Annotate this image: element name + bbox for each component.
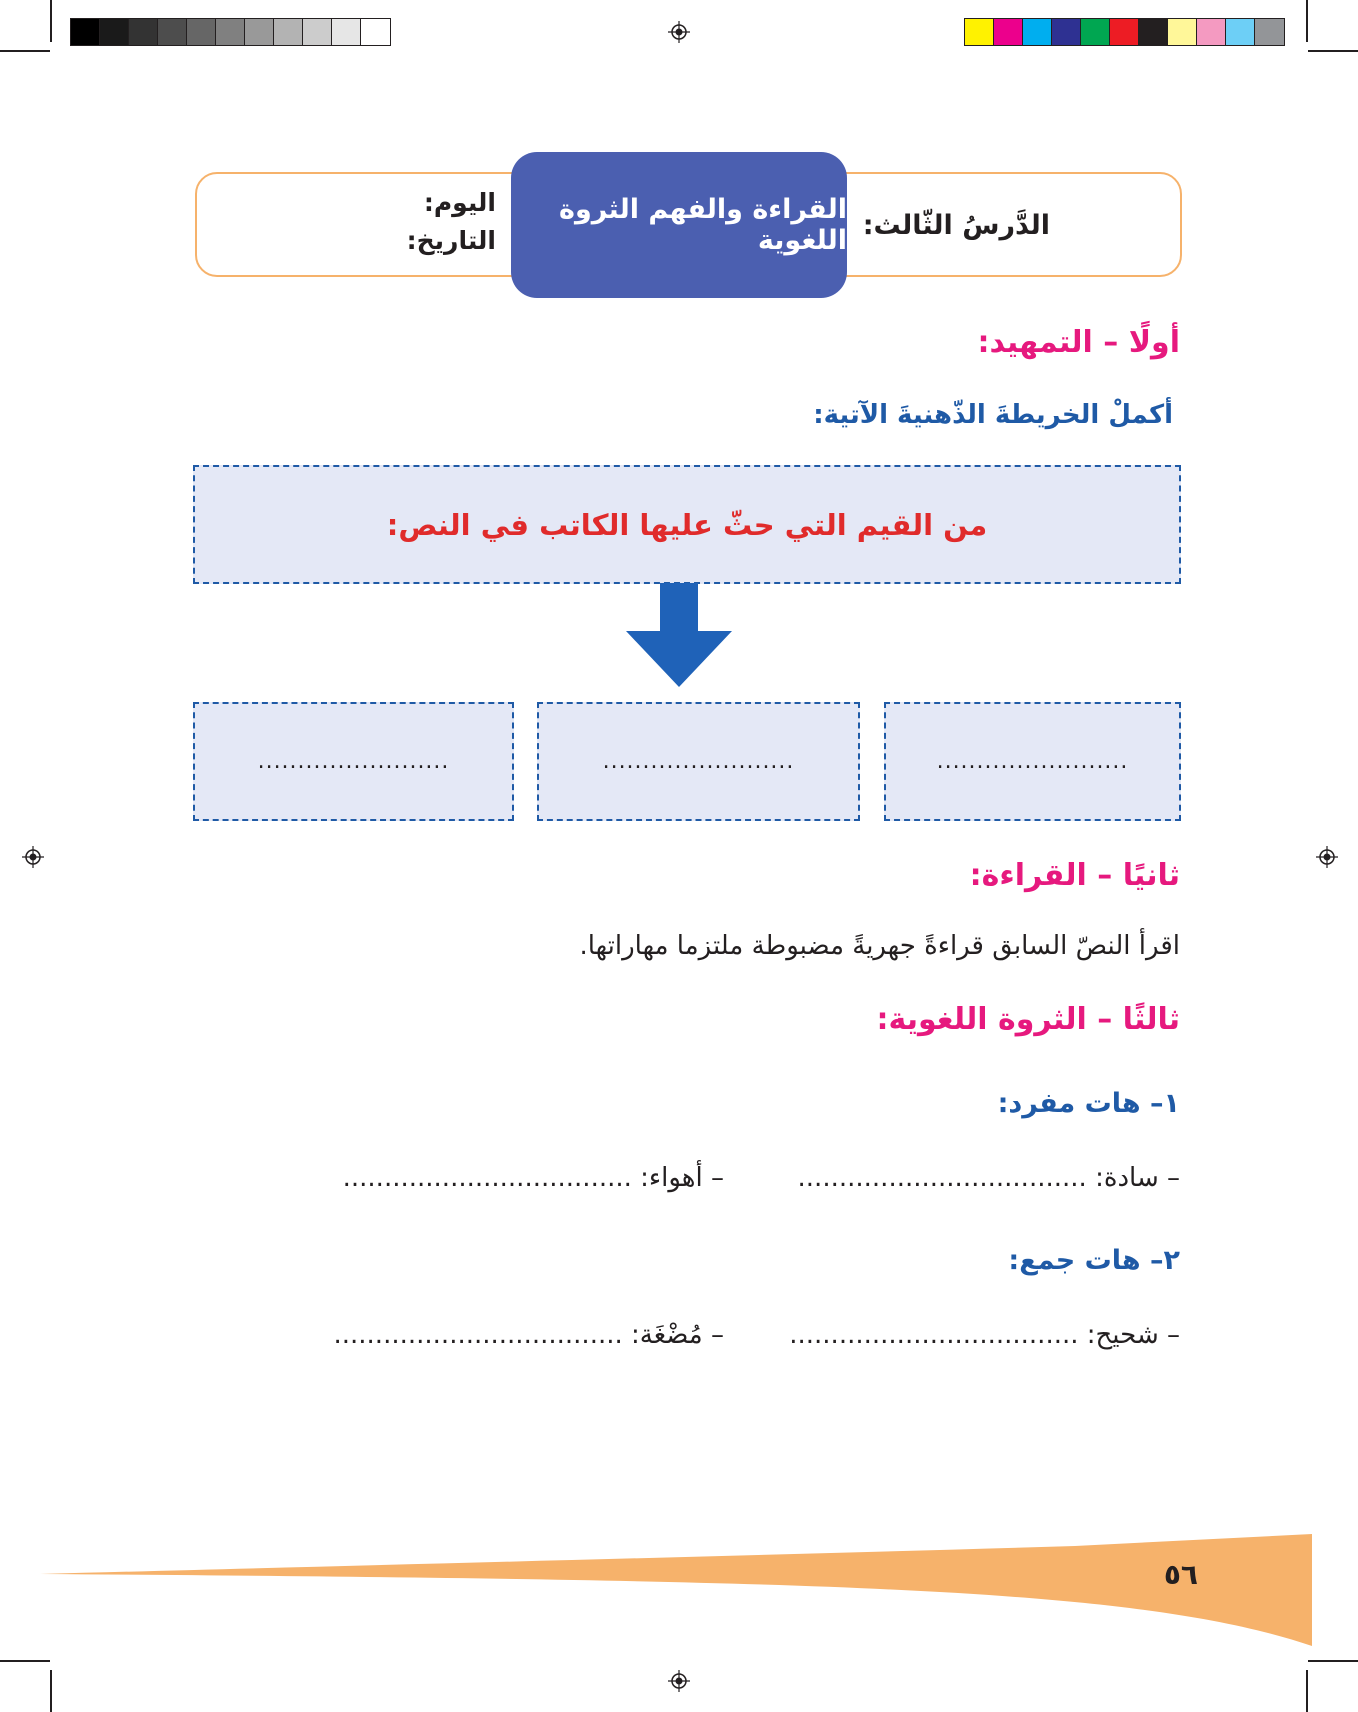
- calibration-swatch: [1052, 19, 1081, 45]
- calibration-swatch: [303, 19, 332, 45]
- calibration-swatch: [1168, 19, 1197, 45]
- question-singular-title: ١– هات مفرد:: [997, 1088, 1180, 1119]
- mind-map-main-text: من القيم التي حثّ عليها الكاتب في النص:: [386, 507, 988, 542]
- crop-mark: [0, 50, 50, 52]
- arrow-down-icon: [626, 583, 732, 687]
- mind-map-instruction: أكملْ الخريطةَ الذّهنيةَ الآتية:: [813, 400, 1173, 430]
- lesson-number: الدَّرسُ الثّالث:: [862, 210, 1050, 241]
- crop-mark: [1308, 1660, 1358, 1662]
- crop-mark: [50, 1670, 52, 1712]
- calibration-swatch: [1255, 19, 1284, 45]
- crop-mark: [0, 1660, 50, 1662]
- color-calibration-strip: [964, 18, 1285, 46]
- registration-mark-icon: [22, 846, 44, 868]
- crop-mark: [1306, 0, 1308, 42]
- calibration-swatch: [965, 19, 994, 45]
- reading-instruction: اقرأ النصّ السابق قراءةً جهريةً مضبوطة ملتزما مهاراتها.: [579, 931, 1180, 961]
- section-title-reading: ثانيًا – القراءة:: [969, 858, 1180, 893]
- exercise-item: [333, 1320, 724, 1350]
- mind-map-answer-box[interactable]: [884, 702, 1181, 821]
- exercise-word: – مُضْغَة:: [631, 1320, 724, 1350]
- mind-map-main-box: [193, 465, 1181, 584]
- section-title-vocabulary: ثالثًا – الثروة اللغوية:: [876, 1002, 1180, 1037]
- answer-blank[interactable]: ...................................: [789, 1320, 1079, 1350]
- answer-blank: ........................: [602, 749, 795, 774]
- answer-blank: ........................: [936, 749, 1129, 774]
- calibration-swatch: [245, 19, 274, 45]
- calibration-swatch: [187, 19, 216, 45]
- exercise-item: [789, 1320, 1180, 1350]
- exercise-word: – سادة:: [1095, 1163, 1180, 1193]
- exercise-word: – شحيح:: [1086, 1320, 1180, 1350]
- date-label: التاريخ:: [406, 226, 496, 255]
- calibration-swatch: [100, 19, 129, 45]
- crop-mark: [50, 0, 52, 42]
- page-number: ٥٦: [1163, 1558, 1198, 1591]
- exercise-item: [343, 1163, 724, 1193]
- calibration-swatch: [1226, 19, 1255, 45]
- exercise-item: [798, 1163, 1180, 1193]
- answer-blank: ........................: [257, 749, 450, 774]
- calibration-swatch: [1081, 19, 1110, 45]
- registration-mark-icon: [668, 1670, 690, 1692]
- calibration-swatch: [361, 19, 390, 45]
- answer-blank[interactable]: ...................................: [333, 1320, 623, 1350]
- lesson-title: القراءة والفهم الثروة اللغوية: [559, 194, 847, 256]
- mind-map-answer-box[interactable]: [537, 702, 860, 821]
- calibration-swatch: [274, 19, 303, 45]
- calibration-swatch: [994, 19, 1023, 45]
- calibration-swatch: [71, 19, 100, 45]
- calibration-swatch: [1110, 19, 1139, 45]
- calibration-swatch: [158, 19, 187, 45]
- lesson-title-badge: [511, 152, 847, 298]
- exercise-word: – أهواء:: [640, 1163, 724, 1193]
- calibration-swatch: [216, 19, 245, 45]
- calibration-swatch: [1139, 19, 1168, 45]
- footer-ribbon: [40, 1528, 1315, 1648]
- calibration-swatch: [1197, 19, 1226, 45]
- section-title-intro: أولًا – التمهيد:: [977, 325, 1180, 360]
- day-label: اليوم:: [423, 188, 496, 217]
- mind-map-answer-box[interactable]: [193, 702, 514, 821]
- answer-blank[interactable]: ...................................: [342, 1163, 632, 1193]
- question-plural-title: ٢– هات جمع:: [1008, 1245, 1180, 1276]
- calibration-swatch: [332, 19, 361, 45]
- crop-mark: [1306, 1670, 1308, 1712]
- answer-blank[interactable]: ...................................: [797, 1163, 1087, 1193]
- crop-mark: [1308, 50, 1358, 52]
- registration-mark-icon: [668, 21, 690, 43]
- registration-mark-icon: [1316, 846, 1338, 868]
- calibration-swatch: [129, 19, 158, 45]
- grayscale-calibration-strip: [70, 18, 391, 46]
- calibration-swatch: [1023, 19, 1052, 45]
